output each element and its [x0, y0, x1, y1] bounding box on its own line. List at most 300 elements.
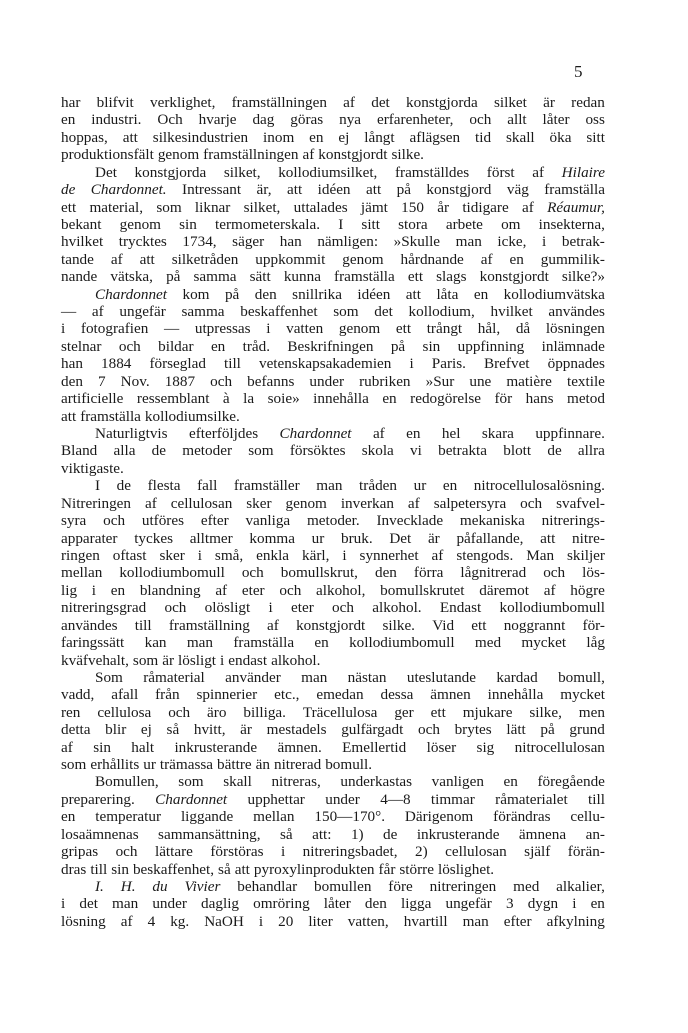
word: sker: [159, 546, 185, 564]
word: råmaterial: [143, 668, 205, 686]
word: tid: [475, 128, 492, 146]
word: kollodiumvätska: [503, 285, 605, 303]
word: allt: [507, 111, 527, 129]
word: förra: [413, 564, 444, 582]
word: pyroxylinprodukten: [253, 860, 375, 878]
word: tråden: [359, 477, 397, 495]
word: alkohol.: [372, 599, 422, 617]
text-line: [61, 669, 605, 686]
word: Bland: [61, 442, 98, 460]
word: idéen: [357, 285, 391, 303]
word: à: [222, 390, 230, 408]
word: »Sur: [425, 372, 455, 390]
word: ett: [471, 616, 487, 634]
word: den: [254, 285, 277, 303]
word: den: [61, 372, 83, 390]
italic-word: Chardonnet: [95, 285, 167, 303]
text-line: [61, 338, 605, 355]
word: af: [480, 250, 493, 268]
word: är: [240, 721, 252, 739]
word: termometerskala.: [215, 215, 321, 233]
word: öka: [549, 128, 572, 146]
word: an-: [585, 825, 605, 843]
text-line: [61, 599, 605, 616]
text-line: [61, 634, 605, 651]
word: mellan: [61, 564, 103, 582]
word: påfallande,: [456, 529, 524, 547]
word: silket,: [223, 163, 261, 181]
word: som: [132, 651, 159, 669]
word: med: [513, 877, 540, 895]
word: vatten: [286, 320, 324, 338]
word: konstgjordt: [318, 146, 388, 164]
word: metoder: [182, 442, 233, 460]
word: försöktes: [289, 442, 346, 460]
word: så: [218, 860, 231, 878]
word: syra: [61, 512, 87, 530]
word: använder: [225, 668, 281, 686]
word: genom: [157, 146, 200, 164]
word: uteslutande: [406, 668, 477, 686]
word: nitre-: [572, 529, 605, 547]
word: blott: [503, 442, 532, 460]
word: nande: [61, 268, 98, 286]
word: låg: [586, 634, 605, 652]
word: ämnen.: [277, 738, 322, 756]
word: redogörelse: [410, 390, 481, 408]
word: skara: [481, 425, 514, 443]
word: mekaniska: [459, 512, 525, 530]
word: Bomullen,: [95, 773, 159, 791]
word: sin: [422, 337, 441, 355]
word: bomull,: [558, 668, 605, 686]
word: göras: [290, 111, 324, 129]
word: —: [164, 320, 180, 338]
word: till: [588, 790, 605, 808]
word: daglig: [201, 895, 240, 913]
word: fall: [197, 477, 218, 495]
word: I: [338, 215, 344, 233]
word: ger: [394, 703, 414, 721]
word: silketråden: [171, 250, 239, 268]
italic-word: de: [61, 181, 76, 199]
word: samma: [181, 303, 225, 321]
word: väg: [506, 181, 529, 199]
word: ren: [61, 703, 81, 721]
word: Naturligtvis: [95, 425, 168, 443]
word: högre: [570, 581, 605, 599]
word: beskaffenhet: [240, 303, 318, 321]
word: till: [224, 355, 241, 373]
word: 1887: [164, 372, 196, 390]
word: verklighet,: [150, 94, 216, 111]
word: med: [474, 634, 502, 652]
word: erhållits: [90, 756, 140, 774]
word: och: [103, 512, 126, 530]
word: mellan: [253, 808, 295, 826]
text-line: [61, 878, 605, 895]
word: kollodiumsilke.: [144, 407, 240, 425]
word: 150—170°.: [314, 808, 385, 826]
word: lågnitrerad: [460, 564, 527, 582]
word: på: [166, 268, 181, 286]
word: ämnen: [430, 686, 471, 704]
word: cellulosan: [445, 843, 507, 861]
word: ungefär: [119, 303, 166, 321]
word: de: [547, 442, 562, 460]
word: ämnena: [518, 825, 567, 843]
word: man: [455, 233, 482, 251]
word: Som: [95, 668, 123, 686]
word: skola: [361, 442, 394, 460]
word: förän-: [567, 843, 605, 861]
word: en: [61, 808, 76, 826]
word: man: [462, 912, 489, 930]
word: af: [431, 546, 444, 564]
word: utföres: [141, 512, 185, 530]
word: preparering.: [61, 790, 135, 808]
word: för: [494, 390, 513, 408]
word: att: [139, 250, 155, 268]
word: 150: [401, 198, 424, 216]
text-line: [61, 547, 605, 564]
word: Endast: [439, 599, 482, 617]
word: och: [543, 564, 566, 582]
word: metoder.: [306, 512, 360, 530]
word: Paris.: [431, 355, 466, 373]
text-line: [61, 739, 605, 756]
word: I: [95, 477, 101, 495]
word: man: [186, 634, 214, 652]
text-line: [61, 477, 605, 494]
word: från: [155, 686, 180, 704]
word: behandlar: [237, 877, 298, 895]
word: silke?»: [561, 268, 605, 286]
word: kärl,: [301, 546, 330, 564]
word: den: [364, 895, 387, 913]
word: insekterna,: [538, 215, 605, 233]
word: ungefär: [445, 895, 492, 913]
word: bomullskrut,: [280, 564, 358, 582]
word: befanns: [247, 372, 295, 390]
word: la: [243, 390, 255, 408]
word: genom: [119, 215, 161, 233]
word: en: [509, 250, 524, 268]
word: konstgjord: [426, 181, 492, 199]
word: uppkommit: [255, 250, 326, 268]
word: att: [540, 529, 556, 547]
word: alkohol.: [271, 651, 321, 669]
word: efter: [503, 912, 532, 930]
word: framställning: [168, 616, 250, 634]
word: nitreringsbadet,: [302, 843, 398, 861]
word: förändras: [493, 808, 551, 826]
word: blifvit: [96, 94, 134, 111]
word: af: [215, 581, 228, 599]
word: apparater: [61, 529, 118, 547]
word: tande: [61, 250, 94, 268]
word: halt: [131, 738, 155, 756]
word: att: [287, 181, 303, 199]
word: som: [178, 773, 204, 791]
text-line: [61, 495, 605, 512]
word: kollodiumbomull: [499, 599, 605, 617]
word: 4: [147, 912, 156, 930]
word: dag: [252, 111, 275, 129]
word: och: [469, 111, 492, 129]
word: äro: [207, 703, 227, 721]
word: ett: [407, 268, 424, 286]
word: man: [301, 668, 328, 686]
word: själf: [524, 843, 551, 861]
word: betrakta: [438, 442, 488, 460]
word: konstgjorda: [134, 163, 207, 181]
word: nitrerings-: [541, 512, 605, 530]
word: Därigenom: [404, 808, 474, 826]
word: cellulosa: [97, 703, 152, 721]
word: en: [314, 634, 329, 652]
word: »Skulle: [393, 233, 441, 251]
word: mycket: [521, 634, 567, 652]
text-line: [61, 530, 605, 547]
word: ur: [143, 756, 156, 774]
word: har: [61, 94, 81, 111]
word: löser: [426, 738, 457, 756]
word: en: [110, 581, 126, 599]
word: endast: [228, 651, 268, 669]
word: allra: [577, 442, 605, 460]
word: uttalades: [293, 198, 348, 216]
word: så: [166, 721, 180, 739]
word: sitt: [361, 215, 380, 233]
word: Träcellulosa: [302, 703, 378, 721]
word: låta: [436, 285, 459, 303]
text-line: [61, 442, 605, 459]
word: lösningen: [545, 320, 605, 338]
word: under: [309, 372, 345, 390]
word: vatten,: [347, 912, 389, 930]
word: aflägsen: [409, 128, 461, 146]
word: i: [342, 546, 347, 564]
text-line: [61, 390, 605, 407]
word: betrak-: [561, 233, 605, 251]
word: öppnades: [547, 355, 605, 373]
word: under: [152, 895, 187, 913]
text-line: [61, 216, 605, 233]
word: råmaterialet: [495, 790, 568, 808]
word: i: [61, 320, 66, 338]
text-line: [61, 564, 605, 581]
word: eter: [291, 599, 314, 617]
word: det: [371, 94, 390, 111]
word: till: [90, 860, 108, 878]
word: men: [578, 703, 605, 721]
word: Emellertid: [342, 738, 407, 756]
word: 4—8: [380, 790, 411, 808]
word: underkastas: [340, 773, 413, 791]
word: snillrika: [292, 285, 342, 303]
word: af: [543, 581, 556, 599]
text-line: [61, 268, 605, 285]
word: inom: [263, 128, 295, 146]
word: grund: [569, 721, 605, 739]
word: flesta: [147, 477, 181, 495]
word: fotografien: [80, 320, 149, 338]
word: bomullskrutet: [380, 581, 465, 599]
word: han: [279, 233, 302, 251]
word: af: [522, 198, 534, 216]
word: sin: [179, 215, 197, 233]
word: lös-: [582, 564, 605, 582]
word: och: [210, 372, 233, 390]
word: en: [503, 773, 518, 791]
word: låter: [542, 111, 570, 129]
word: hvilket: [61, 233, 104, 251]
word: och: [118, 337, 141, 355]
word: hvartill: [403, 912, 448, 930]
word: bomullen: [314, 877, 372, 895]
word: 3: [505, 895, 514, 913]
word: på: [540, 721, 555, 739]
word: som: [333, 303, 359, 321]
word: är: [427, 529, 440, 547]
word: de: [151, 442, 167, 460]
word: af: [267, 616, 279, 634]
word: af: [532, 163, 545, 181]
word: sker: [246, 494, 272, 512]
word: bekant: [61, 215, 102, 233]
word: konstgjorda: [406, 94, 478, 111]
text-line: [61, 913, 605, 930]
text-line: [61, 721, 605, 738]
word: innehålla: [487, 686, 544, 704]
word: tråd.: [242, 337, 271, 355]
word: rubriken: [359, 372, 411, 390]
word: gulfärgadt: [341, 721, 404, 739]
word: det: [374, 303, 393, 321]
word: slags: [436, 268, 467, 286]
text-line: [61, 146, 605, 163]
word: användes: [548, 303, 605, 321]
word: och: [417, 721, 440, 739]
word: nitrocellulosalösning.: [473, 477, 605, 495]
word: genom: [285, 494, 327, 512]
text-line: [61, 425, 605, 442]
word: på: [224, 285, 240, 303]
word: Det: [95, 163, 117, 181]
word: viktigaste.: [61, 459, 124, 477]
word: 1884: [101, 355, 132, 373]
word: i: [91, 581, 97, 599]
text-line: [61, 791, 605, 808]
word: framställa: [80, 407, 141, 425]
word: hvitt,: [193, 721, 226, 739]
word: silke,: [529, 703, 562, 721]
word: lig: [61, 581, 78, 599]
word: genom: [342, 250, 384, 268]
word: inkrusterande: [174, 738, 258, 756]
word: silke.: [391, 146, 424, 164]
text-line: [61, 199, 605, 216]
word: kardad: [496, 668, 538, 686]
word: man: [112, 895, 139, 913]
word: de: [383, 825, 398, 843]
word: produktionsfält: [61, 146, 154, 164]
word: svafvel-: [556, 494, 605, 512]
word: af: [120, 912, 133, 930]
word: billiga.: [243, 703, 286, 721]
word: etc.,: [274, 686, 300, 704]
text-line: [61, 373, 605, 390]
italic-word: Chardonnet.: [90, 181, 167, 199]
text-line: [61, 94, 605, 111]
word: vadd,: [61, 686, 95, 704]
word: så: [280, 825, 293, 843]
word: framställningen: [231, 94, 327, 111]
word: är: [543, 94, 555, 111]
word: i: [572, 895, 577, 913]
word: textile: [566, 372, 605, 390]
word: sig: [476, 738, 495, 756]
word: beskaffenhet,: [132, 860, 215, 878]
word: kollodiumbomull: [119, 564, 225, 582]
word: gripas: [61, 843, 99, 861]
word: af: [91, 303, 104, 321]
text-line: [61, 652, 605, 669]
text-line: [61, 582, 605, 599]
text-line: [61, 617, 605, 634]
word: blandning: [139, 581, 201, 599]
word: löslighet.: [437, 860, 495, 878]
italic-word: H.: [120, 877, 136, 895]
word: till: [134, 616, 152, 634]
word: att:: [312, 825, 332, 843]
word: spinnerier: [196, 686, 258, 704]
word: uppfinning: [457, 337, 525, 355]
word: en: [210, 337, 226, 355]
word: år: [437, 198, 450, 216]
word: som: [61, 756, 87, 774]
word: ett: [430, 703, 446, 721]
word: hvilket: [490, 303, 533, 321]
word: jämt: [360, 198, 388, 216]
word: och: [279, 581, 302, 599]
word: bomull.: [325, 756, 373, 774]
text-line: [61, 320, 605, 337]
word: framställa: [544, 181, 605, 199]
word: Det: [389, 529, 412, 547]
word: liggande: [180, 808, 234, 826]
word: och: [332, 599, 354, 617]
word: kollodiumsilket,: [278, 163, 378, 181]
word: utpressas: [194, 320, 251, 338]
word: en: [61, 111, 76, 129]
word: detta: [61, 721, 91, 739]
word: kollodiumbomull: [349, 634, 455, 652]
word: nitreras,: [271, 773, 321, 791]
text-line: [61, 704, 605, 721]
word: under: [325, 790, 360, 808]
word: mycket: [560, 686, 605, 704]
word: konstgjordt: [479, 268, 549, 286]
word: hans: [525, 390, 554, 408]
word: som: [156, 198, 182, 216]
word: i: [258, 912, 264, 930]
word: silkesindustrien: [152, 128, 249, 146]
word: små,: [214, 546, 244, 564]
word: först: [486, 163, 515, 181]
word: än: [255, 756, 270, 774]
